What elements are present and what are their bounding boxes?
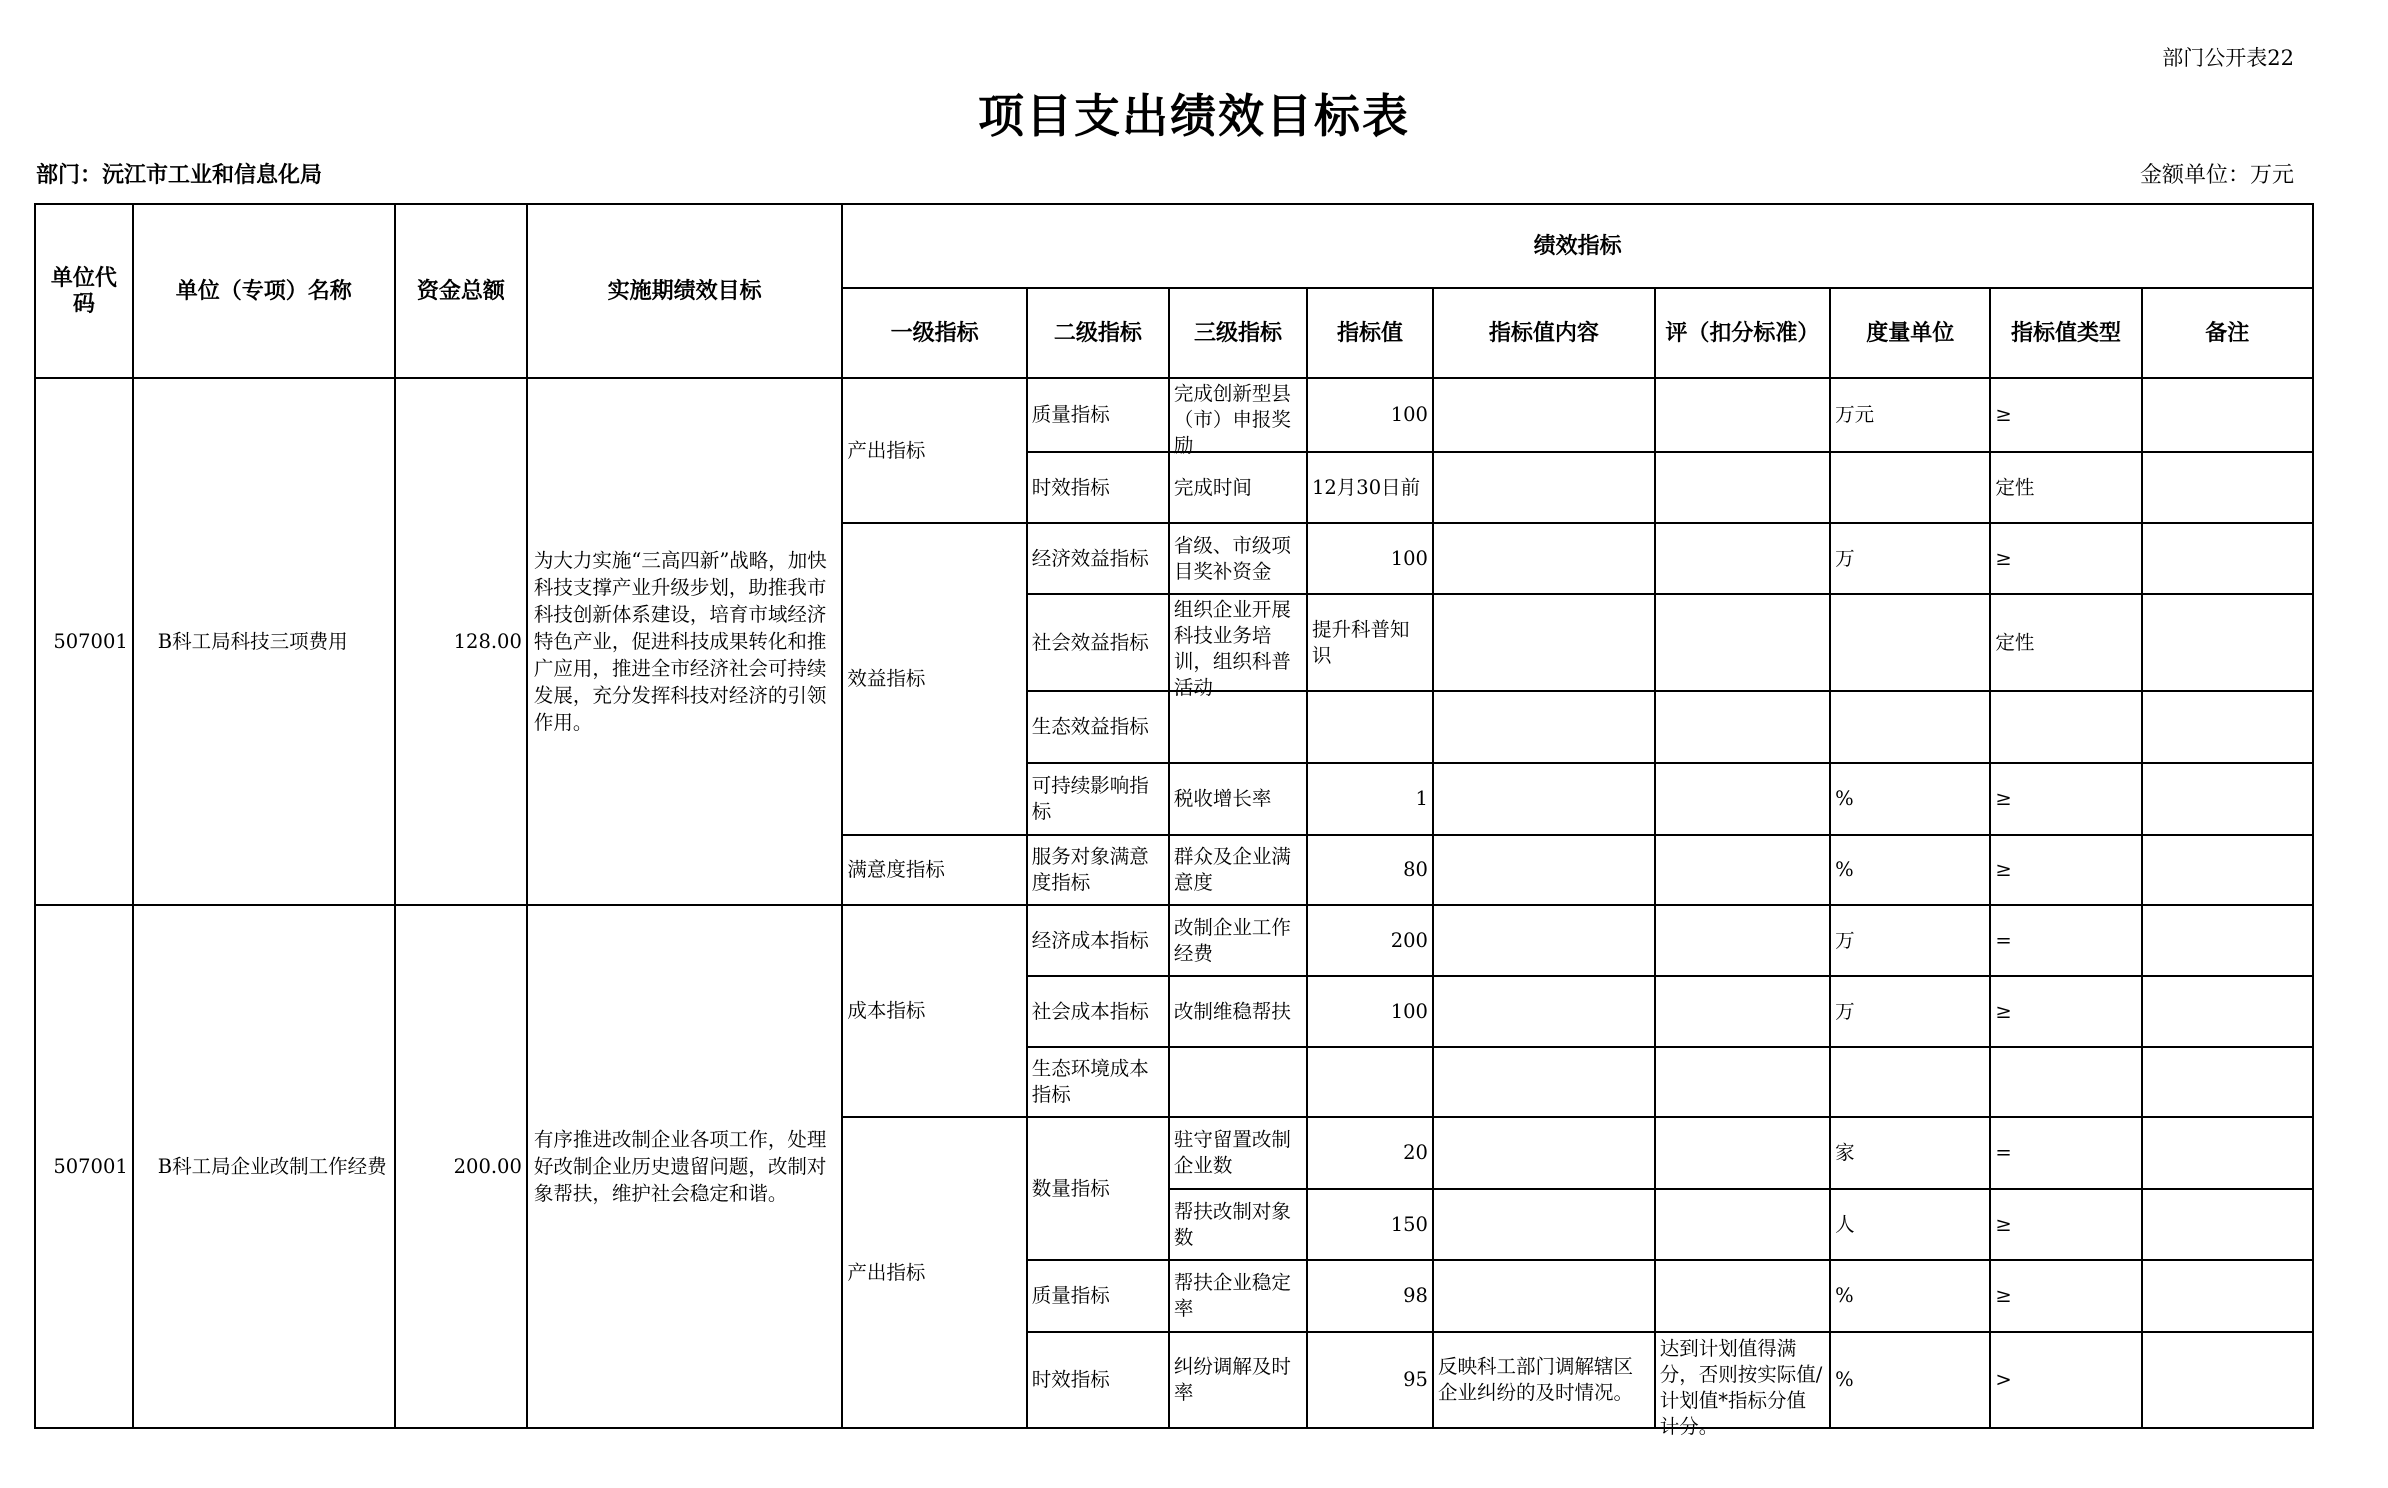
measure-unit-cell: 万: [1830, 976, 1990, 1047]
remark-cell: [2142, 835, 2313, 905]
level2-cell: 生态环境成本指标: [1027, 1047, 1169, 1117]
value-type-cell: =: [1990, 1117, 2141, 1189]
value-type-cell: ≥: [1990, 835, 2141, 905]
amount-cell: 128.00: [395, 378, 527, 905]
goal-cell: 为大力实施“三高四新”战略，加快科技支撑产业升级步划，助推我市科技创新体系建设，培育市域经济特色产业，促进科技成果转化和推广应用，推进全市经济社会可持续发展，充分发挥科技对经济的引领作用。: [527, 378, 842, 905]
value-type-cell: =: [1990, 905, 2141, 976]
level2-cell: 社会效益指标: [1027, 594, 1169, 691]
col-measure-unit: 度量单位: [1830, 288, 1990, 378]
measure-unit-cell: [1830, 452, 1990, 523]
level2-cell: 可持续影响指标: [1027, 763, 1169, 835]
value-content-cell: [1433, 1189, 1655, 1260]
value-content-cell: [1433, 523, 1655, 594]
scoring-cell: [1655, 835, 1830, 905]
level3-cell: 帮扶企业稳定率: [1169, 1260, 1307, 1332]
remark-cell: [2142, 1189, 2313, 1260]
value-cell: 1: [1307, 763, 1433, 835]
level3-cell: [1169, 1047, 1307, 1117]
level3-cell: 驻守留置改制企业数: [1169, 1117, 1307, 1189]
value-cell: 200: [1307, 905, 1433, 976]
level2-cell: 质量指标: [1027, 378, 1169, 452]
value-cell: 98: [1307, 1260, 1433, 1332]
value-type-cell: ≥: [1990, 976, 2141, 1047]
value-content-cell: [1433, 1047, 1655, 1117]
table-row: [35, 378, 2313, 452]
value-type-cell: ≥: [1990, 378, 2141, 452]
measure-unit-cell: 万: [1830, 905, 1990, 976]
scoring-cell: [1655, 1047, 1830, 1117]
measure-unit-cell: 万元: [1830, 378, 1990, 452]
level2-cell: 质量指标: [1027, 1260, 1169, 1332]
value-cell: 150: [1307, 1189, 1433, 1260]
remark-cell: [2142, 1117, 2313, 1189]
measure-unit-cell: %: [1830, 1332, 1990, 1428]
project-name-text: B科工局企业改制工作经费: [157, 1154, 387, 1178]
unit-code-cell: 507001: [35, 905, 133, 1428]
level3-cell: [1169, 691, 1307, 763]
measure-unit-cell: 家: [1830, 1117, 1990, 1189]
value-cell: 20: [1307, 1117, 1433, 1189]
value-type-cell: ≥: [1990, 1260, 2141, 1332]
measure-unit-cell: %: [1830, 835, 1990, 905]
value-cell: 80: [1307, 835, 1433, 905]
level2-cell: 经济成本指标: [1027, 905, 1169, 976]
scoring-cell: [1655, 1332, 1830, 1438]
scoring-cell: [1655, 763, 1830, 835]
remark-cell: [2142, 1260, 2313, 1332]
value-content-cell: [1433, 594, 1655, 691]
value-type-cell: ≥: [1990, 1189, 2141, 1260]
level2-cell: 社会成本指标: [1027, 976, 1169, 1047]
level2-cell: 生态效益指标: [1027, 691, 1169, 763]
value-cell: 12月30日前: [1307, 452, 1433, 523]
col-level3: 三级指标: [1169, 288, 1307, 378]
level3-cell: 改制企业工作经费: [1169, 905, 1307, 976]
scoring-cell: [1655, 1117, 1830, 1189]
value-type-cell: ≥: [1990, 523, 2141, 594]
table-row: [35, 905, 2313, 976]
col-level1: 一级指标: [842, 288, 1026, 378]
value-type-cell: ≥: [1990, 763, 2141, 835]
unit-code-cell: 507001: [35, 378, 133, 905]
level1-cell: 成本指标: [842, 905, 1026, 1117]
value-cell: 95: [1307, 1332, 1433, 1428]
measure-unit-cell: %: [1830, 763, 1990, 835]
measure-unit-cell: 万: [1830, 523, 1990, 594]
value-cell: [1307, 1047, 1433, 1117]
level3-cell: 税收增长率: [1169, 763, 1307, 835]
level3-cell: [1169, 594, 1307, 699]
remark-cell: [2142, 523, 2313, 594]
value-content-cell: [1433, 976, 1655, 1047]
col-total-funds: 资金总额: [395, 204, 527, 378]
scoring-cell: [1655, 1260, 1830, 1332]
col-value: 指标值: [1307, 288, 1433, 378]
project-name-cell: [133, 905, 395, 1428]
level1-cell: 效益指标: [842, 523, 1026, 835]
remark-cell: [2142, 691, 2313, 763]
col-remark: 备注: [2142, 288, 2313, 378]
level2-cell: 时效指标: [1027, 1332, 1169, 1428]
col-value-type: 指标值类型: [1990, 288, 2141, 378]
value-content-cell: [1433, 378, 1655, 452]
value-content-cell: [1433, 452, 1655, 523]
col-project-name: 单位（专项）名称: [133, 204, 395, 378]
scoring-cell: [1655, 691, 1830, 763]
level2-cell: 数量指标: [1027, 1117, 1169, 1260]
value-content-cell: 反映科工部门调解辖区企业纠纷的及时情况。: [1433, 1332, 1655, 1428]
value-content-cell: [1433, 691, 1655, 763]
remark-cell: [2142, 976, 2313, 1047]
remark-cell: [2142, 1332, 2313, 1428]
value-content-cell: [1433, 905, 1655, 976]
value-cell: 100: [1307, 523, 1433, 594]
level3-cell: 省级、市级项目奖补资金: [1169, 523, 1307, 594]
measure-unit-cell: [1830, 1047, 1990, 1117]
col-unit-code: 单位代码: [35, 204, 133, 378]
level3-text: 完成创新型县（市）申报奖励: [1173, 382, 1291, 457]
level1-cell: 满意度指标: [842, 835, 1026, 905]
col-level2: 二级指标: [1027, 288, 1169, 378]
level3-cell: [1169, 378, 1307, 457]
level2-cell: 时效指标: [1027, 452, 1169, 523]
remark-cell: [2142, 905, 2313, 976]
value-type-cell: [1990, 1047, 2141, 1117]
level1-cell: 产出指标: [842, 378, 1026, 523]
value-content-cell: [1433, 1117, 1655, 1189]
remark-cell: [2142, 378, 2313, 452]
level3-text: 组织企业开展科技业务培训，组织科普活动: [1173, 597, 1291, 699]
department-label: 部门：沅江市工业和信息化局: [36, 162, 323, 188]
scoring-cell: [1655, 1189, 1830, 1260]
col-value-content: 指标值内容: [1433, 288, 1655, 378]
value-content-cell: [1433, 1260, 1655, 1332]
scoring-text: 达到计划值得满分，否则按实际值/计划值*指标分值计分。: [1659, 1337, 1823, 1438]
measure-unit-cell: 人: [1830, 1189, 1990, 1260]
value-type-cell: 定性: [1990, 452, 2141, 523]
level2-cell: 服务对象满意度指标: [1027, 835, 1169, 905]
level3-cell: 改制维稳帮扶: [1169, 976, 1307, 1047]
value-content-cell: [1433, 763, 1655, 835]
value-type-cell: >: [1990, 1332, 2141, 1428]
goal-cell: 有序推进改制企业各项工作，处理好改制企业历史遗留问题，改制对象帮扶，维护社会稳定和谐。: [527, 905, 842, 1428]
remark-cell: [2142, 1047, 2313, 1117]
scoring-cell: [1655, 905, 1830, 976]
measure-unit-cell: [1830, 594, 1990, 691]
level3-cell: 纠纷调解及时率: [1169, 1332, 1307, 1428]
level3-cell: 完成时间: [1169, 452, 1307, 523]
measure-unit-cell: %: [1830, 1260, 1990, 1332]
page-title: 项目支出绩效目标表: [978, 89, 1410, 143]
scoring-cell: [1655, 452, 1830, 523]
scoring-cell: [1655, 523, 1830, 594]
col-scoring: 评（扣分标准）: [1655, 288, 1830, 378]
project-name-cell: [133, 378, 395, 905]
value-cell: 100: [1307, 378, 1433, 452]
value-type-cell: [1990, 691, 2141, 763]
col-performance: 绩效指标: [842, 204, 2313, 288]
level2-cell: 经济效益指标: [1027, 523, 1169, 594]
value-type-cell: 定性: [1990, 594, 2141, 691]
remark-cell: [2142, 594, 2313, 691]
level3-cell: 群众及企业满意度: [1169, 835, 1307, 905]
remark-cell: [2142, 452, 2313, 523]
scoring-cell: [1655, 594, 1830, 691]
scoring-cell: [1655, 378, 1830, 452]
form-code: 部门公开表22: [2162, 46, 2294, 70]
value-cell: [1307, 691, 1433, 763]
amount-unit-label: 金额单位：万元: [2139, 163, 2294, 188]
value-cell: 提升科普知识: [1307, 594, 1433, 691]
col-goal: 实施期绩效目标: [527, 204, 842, 378]
amount-cell: 200.00: [395, 905, 527, 1428]
project-name-text: B科工局科技三项费用: [157, 629, 348, 653]
header-row-1: [35, 204, 2313, 288]
value-content-cell: [1433, 835, 1655, 905]
performance-table: [34, 203, 2314, 1438]
measure-unit-cell: [1830, 691, 1990, 763]
scoring-cell: [1655, 976, 1830, 1047]
value-cell: 100: [1307, 976, 1433, 1047]
level1-cell: 产出指标: [842, 1117, 1026, 1428]
level3-cell: 帮扶改制对象数: [1169, 1189, 1307, 1260]
remark-cell: [2142, 763, 2313, 835]
